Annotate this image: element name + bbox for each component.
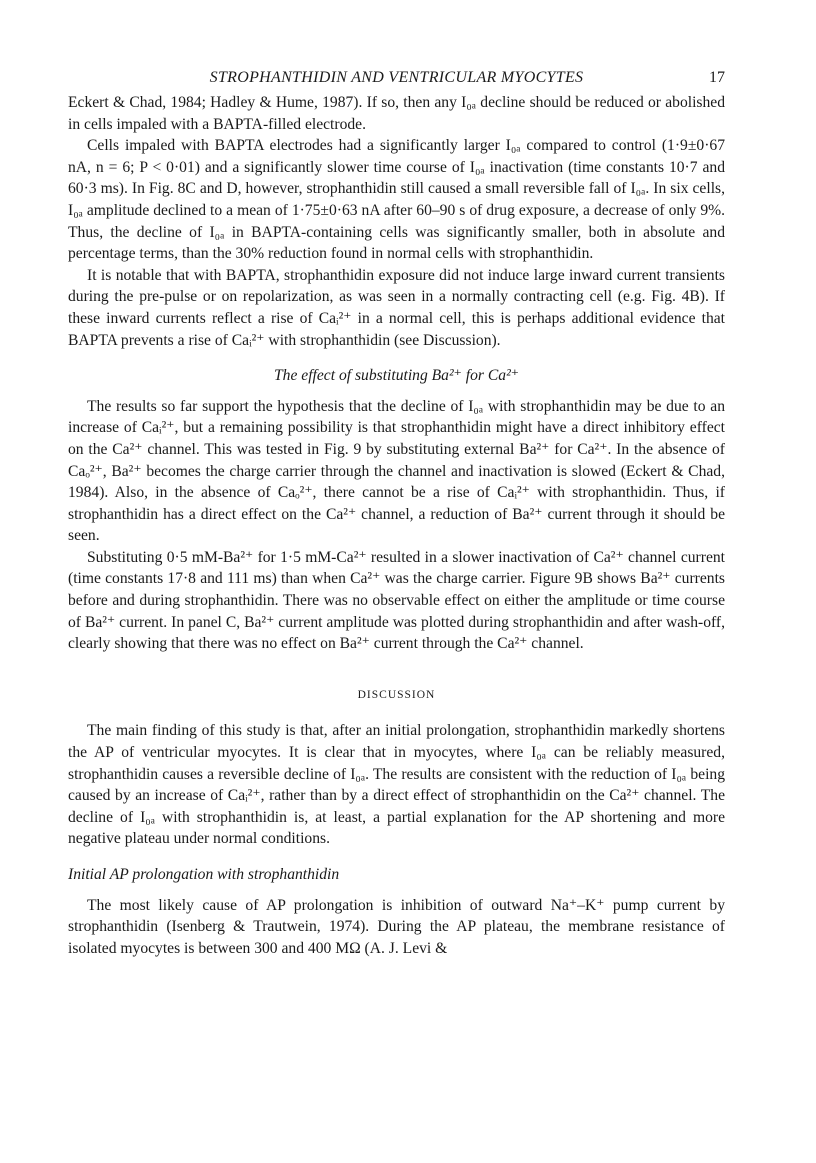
- paragraph-6: The main finding of this study is that, after an initial prolongation, strophanthidin markedly shortens the AP of ventricular myocytes. It is clear that in myocytes, where I₀ₐ can be reliably measured, strophanthidin causes a reversible decline of I₀ₐ. The results are consistent with the reduction of I₀ₐ being caused by an increase of Caᵢ²⁺, rather than by a direct effect of strophanthidin on the Ca²⁺ channel. The decline of I₀ₐ with strophanthidin is, at least, a partial explanation for the AP shortening and more negative plateau under normal conditions.: [68, 722, 725, 848]
- journal-page: [68, 62, 725, 959]
- paragraph-5: Substituting 0·5 mM-Ba²⁺ for 1·5 mM-Ca²⁺ resulted in a slower inactivation of Ca²⁺ channel current (time constants 17·8 and 111 ms) than when Ca²⁺ was the charge carrier. Figure 9B shows Ba²⁺ currents before and during strophanthidin. There was no observable effect on either the amplitude or time course of Ba²⁺ current. In panel C, Ba²⁺ current amplitude was plotted during strophanthidin and after wash-off, clearly showing that there was no effect on Ba²⁺ current through the Ca²⁺ channel.: [68, 548, 725, 653]
- paragraph-2: Cells impaled with BAPTA electrodes had a significantly larger I₀ₐ compared to control (1·9±0·67 nA, n = 6; P < 0·01) and a significantly slower time course of I₀ₐ inactivation (time constants 10·7 and 60·3 ms). In Fig. 8C and D, however, strophanthidin still caused a small reversible fall of I₀ₐ. In six cells, I₀ₐ amplitude declined to a mean of 1·75±0·63 nA after 60–90 s of drug exposure, a decrease of only 9%. Thus, the decline of I₀ₐ in BAPTA-containing cells was significantly smaller, both in absolute and percentage terms, than the 30% reduction found in normal cells with strophanthidin.: [68, 137, 725, 263]
- page-number: 17: [709, 69, 725, 86]
- running-title: STROPHANTHIDIN AND VENTRICULAR MYOCYTES: [209, 69, 584, 86]
- paragraph-4: The results so far support the hypothesis that the decline of I₀ₐ with strophanthidin may be due to an increase of Caᵢ²⁺, but a remaining possibility is that strophanthidin might have a direct inhibitory effect on the Ca²⁺ channel. This was tested in Fig. 9 by substituting external Ba²⁺ for Ca²⁺. In the absence of Caₒ²⁺, Ba²⁺ becomes the charge carrier through the channel and inactivation is slowed (Eckert & Chad, 1984). Also, in the absence of Caₒ²⁺, there cannot be a rise of Caᵢ²⁺ with strophanthidin. Thus, if strophanthidin has a direct effect on the Ca²⁺ channel, a reduction of Ba²⁺ current through it should be seen.: [68, 397, 725, 545]
- paragraph-1: Eckert & Chad, 1984; Hadley & Hume, 1987). If so, then any I₀ₐ decline should be reduced or abolished in cells impaled with a BAPTA-filled electrode.: [68, 94, 725, 133]
- paragraph-3: It is notable that with BAPTA, strophanthidin exposure did not induce large inward current transients during the pre-pulse or on repolarization, as was seen in a normally contracting cell (e.g. Fig. 4B). If these inward currents reflect a rise of Caᵢ²⁺ in a normal cell, this is perhaps additional evidence that BAPTA prevents a rise of Caᵢ²⁺ with strophanthidin (see Discussion).: [68, 266, 725, 349]
- subheading: Initial AP prolongation with strophanthidin: [68, 866, 340, 883]
- section-heading: The effect of substituting Ba²⁺ for Ca²⁺: [274, 367, 519, 385]
- page-header: [68, 62, 725, 92]
- discussion-heading: DISCUSSION: [357, 688, 436, 701]
- paragraph-7: The most likely cause of AP prolongation is inhibition of outward Na⁺–K⁺ pump current by strophanthidin (Isenberg & Trautwein, 1974). During the AP plateau, the membrane resistance of isolated myocytes is between 300 and 400 MΩ (A. J. Levi &: [68, 896, 725, 957]
